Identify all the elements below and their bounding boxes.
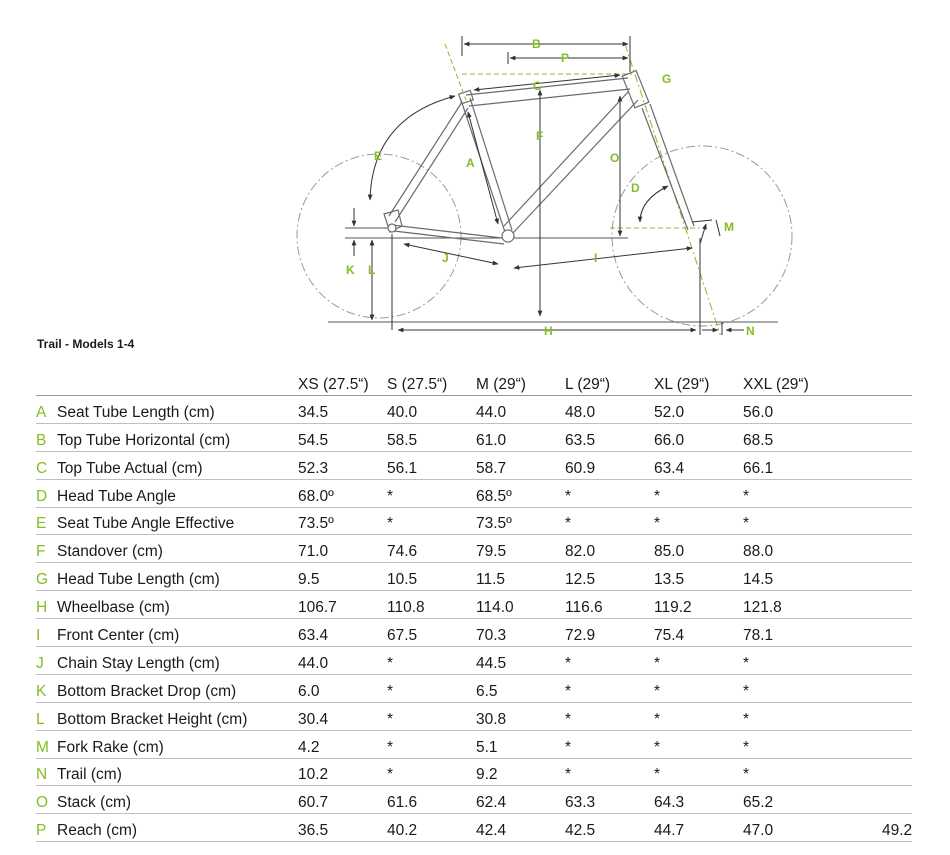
cell-extra bbox=[882, 786, 912, 814]
cell-value: * bbox=[387, 758, 476, 786]
cell-value: 68.5 bbox=[743, 423, 882, 451]
row-name: Head Tube Length (cm) bbox=[57, 563, 298, 591]
cell-extra bbox=[882, 730, 912, 758]
size-header: L (29“) bbox=[565, 369, 654, 396]
label-A: A bbox=[466, 156, 475, 170]
cell-extra bbox=[882, 451, 912, 479]
row-name: Chain Stay Length (cm) bbox=[57, 647, 298, 675]
cell-value: * bbox=[565, 647, 654, 675]
row-name: Bottom Bracket Drop (cm) bbox=[57, 674, 298, 702]
row-letter: P bbox=[36, 814, 57, 842]
cell-value: 9.5 bbox=[298, 563, 387, 591]
row-letter: M bbox=[36, 730, 57, 758]
row-letter: F bbox=[36, 535, 57, 563]
cell-value: 60.9 bbox=[565, 451, 654, 479]
label-N: N bbox=[746, 324, 755, 335]
cell-value: 36.5 bbox=[298, 814, 387, 842]
cell-extra bbox=[882, 591, 912, 619]
row-name: Fork Rake (cm) bbox=[57, 730, 298, 758]
row-name: Top Tube Horizontal (cm) bbox=[57, 423, 298, 451]
cell-value: 44.7 bbox=[654, 814, 743, 842]
cell-value: 10.2 bbox=[298, 758, 387, 786]
label-F: F bbox=[536, 129, 544, 143]
cell-extra bbox=[882, 423, 912, 451]
cell-value: 40.0 bbox=[387, 396, 476, 424]
cell-value: 44.0 bbox=[476, 396, 565, 424]
cell-extra bbox=[882, 507, 912, 535]
cell-extra bbox=[882, 647, 912, 675]
cell-value: * bbox=[565, 758, 654, 786]
table-row bbox=[36, 758, 912, 786]
row-letter: A bbox=[36, 396, 57, 424]
cell-value: 67.5 bbox=[387, 619, 476, 647]
cell-value: * bbox=[743, 758, 882, 786]
label-J: J bbox=[442, 251, 449, 265]
cell-value: 68.5º bbox=[476, 479, 565, 507]
cell-value: 75.4 bbox=[654, 619, 743, 647]
row-name: Head Tube Angle bbox=[57, 479, 298, 507]
cell-value: * bbox=[743, 702, 882, 730]
row-name: Front Center (cm) bbox=[57, 619, 298, 647]
label-L: L bbox=[368, 263, 376, 277]
cell-extra bbox=[882, 563, 912, 591]
cell-value: 56.1 bbox=[387, 451, 476, 479]
cell-value: 52.0 bbox=[654, 396, 743, 424]
table-row bbox=[36, 647, 912, 675]
cell-value: 88.0 bbox=[743, 535, 882, 563]
row-letter: C bbox=[36, 451, 57, 479]
label-M: M bbox=[724, 220, 734, 234]
cell-value: 62.4 bbox=[476, 786, 565, 814]
cell-value: 119.2 bbox=[654, 591, 743, 619]
cell-value: 63.4 bbox=[298, 619, 387, 647]
table-row bbox=[36, 479, 912, 507]
cell-value: 12.5 bbox=[565, 563, 654, 591]
cell-value: 71.0 bbox=[298, 535, 387, 563]
cell-value: 70.3 bbox=[476, 619, 565, 647]
table-row bbox=[36, 619, 912, 647]
cell-value: * bbox=[565, 479, 654, 507]
cell-value: 63.4 bbox=[654, 451, 743, 479]
label-C: C bbox=[533, 79, 542, 93]
cell-value: 61.0 bbox=[476, 423, 565, 451]
table-row bbox=[36, 674, 912, 702]
cell-value: 10.5 bbox=[387, 563, 476, 591]
cell-value: 11.5 bbox=[476, 563, 565, 591]
label-E: E bbox=[374, 149, 383, 163]
bike-geometry-diagram bbox=[0, 0, 950, 335]
cell-value: 34.5 bbox=[298, 396, 387, 424]
row-name: Reach (cm) bbox=[57, 814, 298, 842]
cell-value: 54.5 bbox=[298, 423, 387, 451]
row-letter: E bbox=[36, 507, 57, 535]
cell-value: 44.0 bbox=[298, 647, 387, 675]
table-row bbox=[36, 423, 912, 451]
cell-value: * bbox=[654, 479, 743, 507]
cell-extra bbox=[882, 535, 912, 563]
cell-value: 4.2 bbox=[298, 730, 387, 758]
row-letter: L bbox=[36, 702, 57, 730]
cell-extra bbox=[882, 758, 912, 786]
row-letter: N bbox=[36, 758, 57, 786]
cell-value: * bbox=[743, 479, 882, 507]
cell-extra bbox=[882, 702, 912, 730]
cell-value: 73.5º bbox=[476, 507, 565, 535]
label-G: G bbox=[662, 72, 672, 86]
cell-value: 42.5 bbox=[565, 814, 654, 842]
cell-value: 30.4 bbox=[298, 702, 387, 730]
cell-value: 63.5 bbox=[565, 423, 654, 451]
row-letter: J bbox=[36, 647, 57, 675]
row-name: Seat Tube Angle Effective bbox=[57, 507, 298, 535]
table-row bbox=[36, 591, 912, 619]
cell-value: 30.8 bbox=[476, 702, 565, 730]
table-row bbox=[36, 563, 912, 591]
cell-value: 47.0 bbox=[743, 814, 882, 842]
row-name: Bottom Bracket Height (cm) bbox=[57, 702, 298, 730]
cell-value: * bbox=[387, 730, 476, 758]
cell-value: * bbox=[565, 507, 654, 535]
cell-value: 82.0 bbox=[565, 535, 654, 563]
size-header: XXL (29“) bbox=[743, 369, 882, 396]
row-letter: K bbox=[36, 674, 57, 702]
row-letter: O bbox=[36, 786, 57, 814]
table-header-row bbox=[36, 369, 912, 396]
cell-value: * bbox=[743, 647, 882, 675]
cell-value: 58.7 bbox=[476, 451, 565, 479]
cell-value: 74.6 bbox=[387, 535, 476, 563]
table-row bbox=[36, 451, 912, 479]
cell-value: 56.0 bbox=[743, 396, 882, 424]
cell-value: * bbox=[387, 647, 476, 675]
table-row bbox=[36, 730, 912, 758]
size-header: XS (27.5“) bbox=[298, 369, 387, 396]
cell-value: 72.9 bbox=[565, 619, 654, 647]
fork bbox=[642, 104, 694, 230]
cell-value: 66.0 bbox=[654, 423, 743, 451]
cell-value: * bbox=[387, 702, 476, 730]
dimension-lines bbox=[354, 36, 744, 335]
cell-value: * bbox=[743, 730, 882, 758]
cell-value: 42.4 bbox=[476, 814, 565, 842]
label-P: P bbox=[561, 51, 570, 65]
row-name: Top Tube Actual (cm) bbox=[57, 451, 298, 479]
cell-value: 65.2 bbox=[743, 786, 882, 814]
seat-axis bbox=[445, 44, 466, 100]
cell-value: * bbox=[654, 674, 743, 702]
cell-value: * bbox=[654, 647, 743, 675]
section-title: Trail - Models 1-4 bbox=[37, 337, 135, 351]
label-O: O bbox=[610, 151, 620, 165]
cell-value: 110.8 bbox=[387, 591, 476, 619]
cell-value: 116.6 bbox=[565, 591, 654, 619]
cell-value: 68.0º bbox=[298, 479, 387, 507]
cell-value: 58.5 bbox=[387, 423, 476, 451]
cell-value: * bbox=[565, 730, 654, 758]
row-letter: I bbox=[36, 619, 57, 647]
cell-extra: 49.2 bbox=[882, 814, 912, 842]
row-name: Stack (cm) bbox=[57, 786, 298, 814]
cell-value: 61.6 bbox=[387, 786, 476, 814]
cell-value: * bbox=[743, 674, 882, 702]
row-name: Seat Tube Length (cm) bbox=[57, 396, 298, 424]
cell-value: * bbox=[654, 730, 743, 758]
cell-value: 9.2 bbox=[476, 758, 565, 786]
cell-value: * bbox=[387, 479, 476, 507]
table-row bbox=[36, 396, 912, 424]
cell-value: * bbox=[387, 674, 476, 702]
cell-value: * bbox=[654, 758, 743, 786]
cell-value: 6.0 bbox=[298, 674, 387, 702]
table-row bbox=[36, 814, 912, 842]
cell-value: 85.0 bbox=[654, 535, 743, 563]
cell-value: 44.5 bbox=[476, 647, 565, 675]
label-K: K bbox=[346, 263, 355, 277]
table-row bbox=[36, 507, 912, 535]
cell-value: 66.1 bbox=[743, 451, 882, 479]
cell-value: * bbox=[387, 507, 476, 535]
cell-value: 63.3 bbox=[565, 786, 654, 814]
bottom-bracket bbox=[502, 230, 514, 242]
cell-value: 5.1 bbox=[476, 730, 565, 758]
cell-value: * bbox=[565, 702, 654, 730]
row-letter: G bbox=[36, 563, 57, 591]
cell-value: 52.3 bbox=[298, 451, 387, 479]
label-H: H bbox=[544, 324, 553, 335]
cell-value: 6.5 bbox=[476, 674, 565, 702]
cell-value: 64.3 bbox=[654, 786, 743, 814]
label-B: B bbox=[532, 37, 541, 51]
row-name: Trail (cm) bbox=[57, 758, 298, 786]
cell-value: 40.2 bbox=[387, 814, 476, 842]
cell-value: 121.8 bbox=[743, 591, 882, 619]
cell-value: 14.5 bbox=[743, 563, 882, 591]
table-row bbox=[36, 535, 912, 563]
table-row bbox=[36, 786, 912, 814]
cell-value: 60.7 bbox=[298, 786, 387, 814]
cell-value: 73.5º bbox=[298, 507, 387, 535]
rear-axle bbox=[388, 224, 396, 232]
row-name: Wheelbase (cm) bbox=[57, 591, 298, 619]
cell-extra bbox=[882, 396, 912, 424]
cell-value: * bbox=[565, 674, 654, 702]
size-header: M (29“) bbox=[476, 369, 565, 396]
label-D: D bbox=[631, 181, 640, 195]
cell-value: 78.1 bbox=[743, 619, 882, 647]
label-I: I bbox=[594, 251, 598, 265]
size-header: S (27.5“) bbox=[387, 369, 476, 396]
cell-value: 13.5 bbox=[654, 563, 743, 591]
row-letter: B bbox=[36, 423, 57, 451]
row-letter: D bbox=[36, 479, 57, 507]
cell-value: * bbox=[654, 702, 743, 730]
cell-extra bbox=[882, 479, 912, 507]
size-header: XL (29“) bbox=[654, 369, 743, 396]
cell-value: 48.0 bbox=[565, 396, 654, 424]
cell-extra bbox=[882, 674, 912, 702]
cell-value: 79.5 bbox=[476, 535, 565, 563]
row-letter: H bbox=[36, 591, 57, 619]
geometry-table bbox=[36, 369, 912, 842]
cell-extra bbox=[882, 619, 912, 647]
table-row bbox=[36, 702, 912, 730]
cell-value: 106.7 bbox=[298, 591, 387, 619]
cell-value: 114.0 bbox=[476, 591, 565, 619]
cell-value: * bbox=[743, 507, 882, 535]
row-name: Standover (cm) bbox=[57, 535, 298, 563]
cell-value: * bbox=[654, 507, 743, 535]
